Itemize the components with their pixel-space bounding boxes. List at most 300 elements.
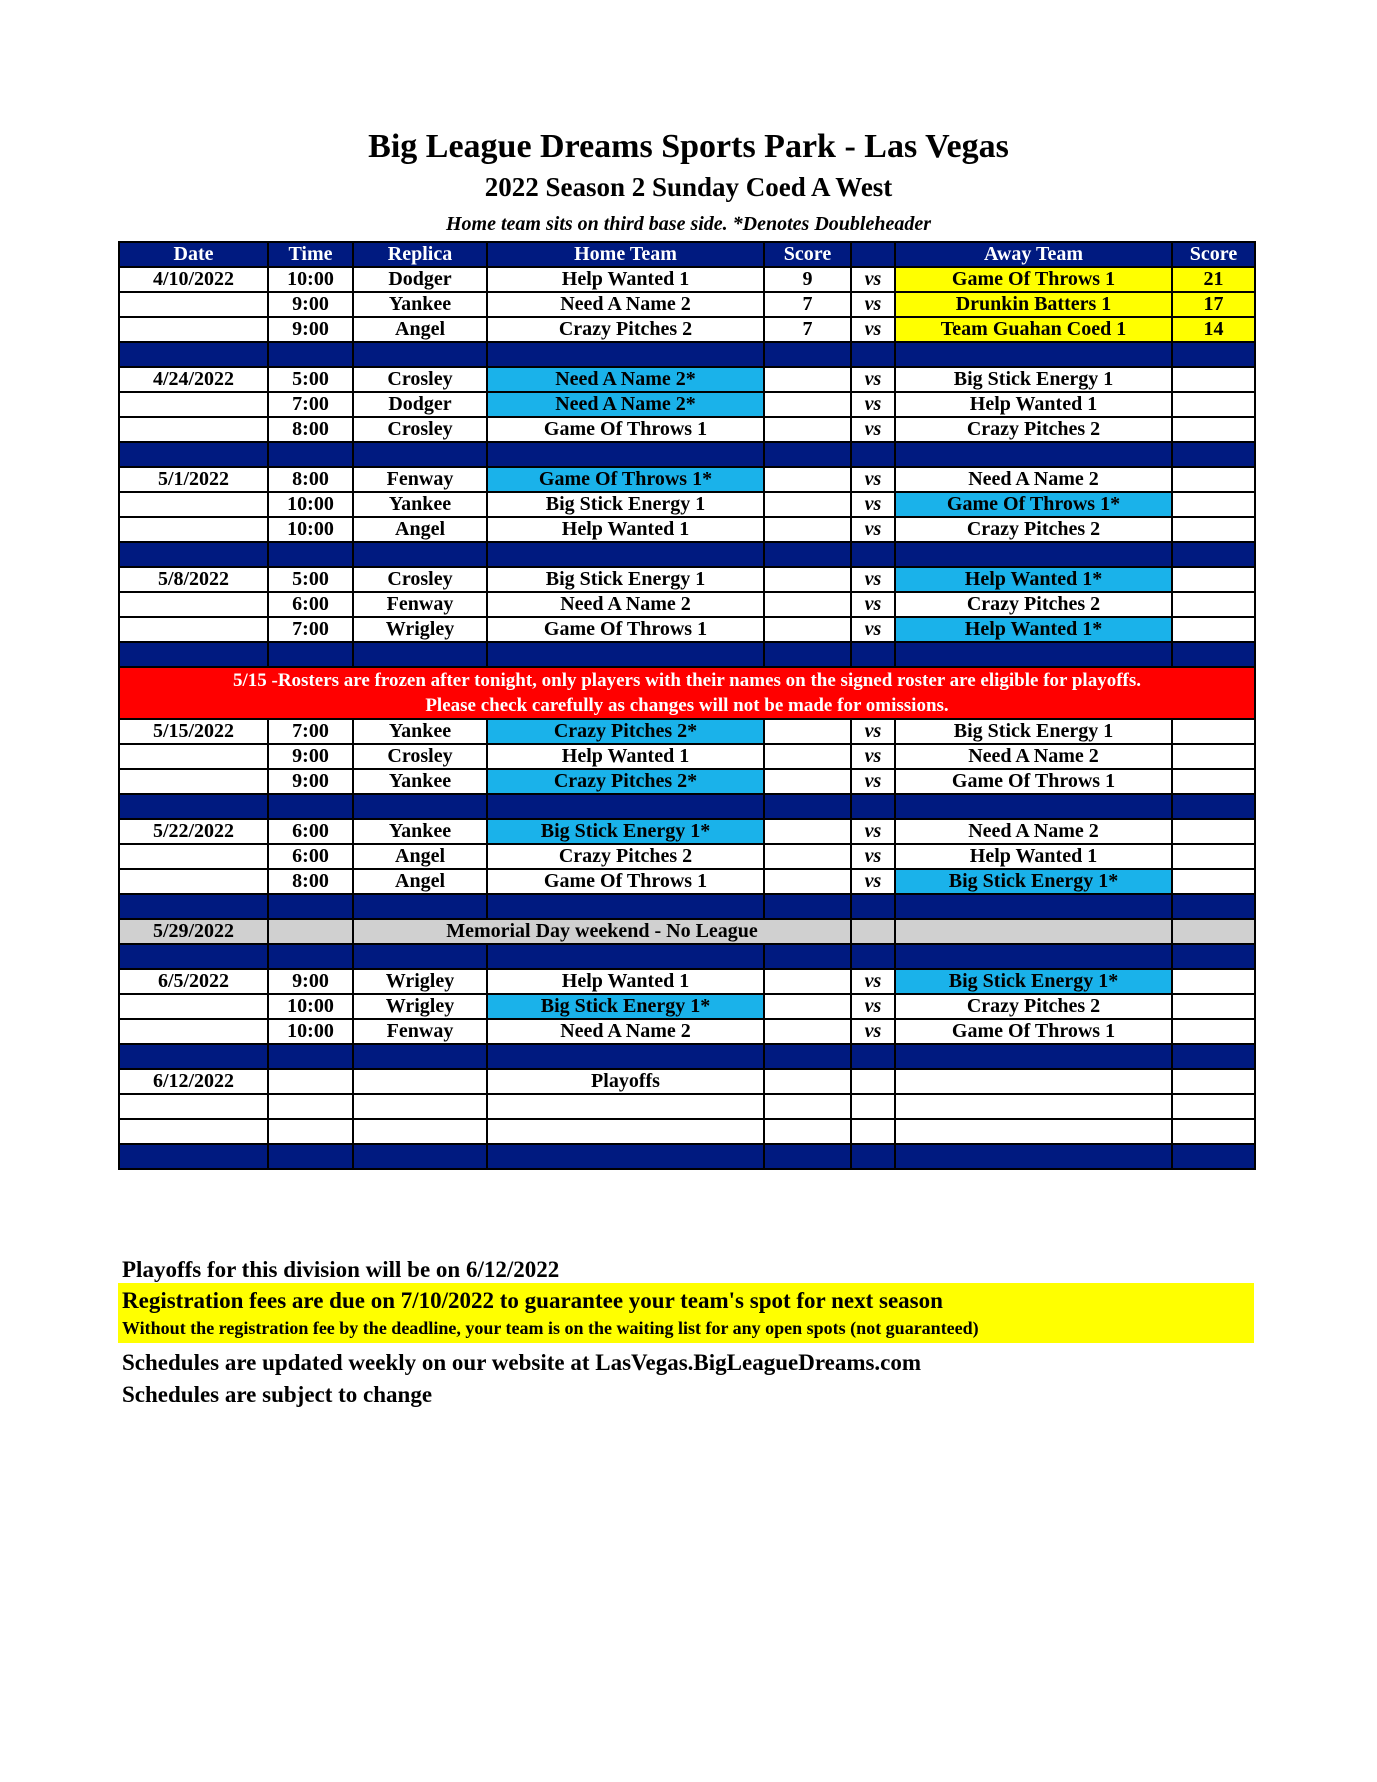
week-separator xyxy=(119,944,1255,969)
game-replica: Dodger xyxy=(353,267,487,292)
home-team: Need A Name 2* xyxy=(487,392,764,417)
game-time: 10:00 xyxy=(268,267,353,292)
separator-cell xyxy=(895,894,1172,919)
home-team: Need A Name 2 xyxy=(487,592,764,617)
empty-cell xyxy=(851,1069,895,1094)
home-score: 7 xyxy=(764,317,851,342)
game-replica: Angel xyxy=(353,844,487,869)
away-score xyxy=(1172,844,1255,869)
separator-cell xyxy=(119,1144,268,1169)
home-team: Crazy Pitches 2* xyxy=(487,719,764,744)
week-separator xyxy=(119,1144,1255,1169)
game-date: 5/22/2022 xyxy=(119,819,268,844)
away-team: Game Of Throws 1 xyxy=(895,769,1172,794)
empty-cell xyxy=(764,1094,851,1119)
empty-cell xyxy=(119,1094,268,1119)
separator-cell xyxy=(353,1044,487,1069)
separator-cell xyxy=(851,944,895,969)
away-score xyxy=(1172,367,1255,392)
vs-label: vs xyxy=(851,617,895,642)
separator-cell xyxy=(268,1044,353,1069)
home-score xyxy=(764,617,851,642)
game-replica: Angel xyxy=(353,317,487,342)
vs-label: vs xyxy=(851,467,895,492)
empty-cell xyxy=(851,1094,895,1119)
game-time: 9:00 xyxy=(268,744,353,769)
game-time: 5:00 xyxy=(268,567,353,592)
col-away-score: Score xyxy=(1172,242,1255,267)
separator-cell xyxy=(1172,1044,1255,1069)
empty-cell xyxy=(895,1069,1172,1094)
separator-cell xyxy=(268,642,353,667)
separator-cell xyxy=(268,542,353,567)
separator-cell xyxy=(487,894,764,919)
vs-label: vs xyxy=(851,492,895,517)
vs-label: vs xyxy=(851,1019,895,1044)
vs-label: vs xyxy=(851,567,895,592)
away-score xyxy=(1172,392,1255,417)
game-replica: Fenway xyxy=(353,1019,487,1044)
away-score xyxy=(1172,994,1255,1019)
vs-label: vs xyxy=(851,719,895,744)
separator-cell xyxy=(1172,642,1255,667)
separator-cell xyxy=(851,542,895,567)
empty-cell xyxy=(268,1119,353,1144)
separator-cell xyxy=(487,944,764,969)
playoffs-date: 6/12/2022 xyxy=(119,1069,268,1094)
away-score xyxy=(1172,592,1255,617)
empty-cell xyxy=(851,919,895,944)
game-time: 10:00 xyxy=(268,492,353,517)
game-replica: Yankee xyxy=(353,292,487,317)
home-team: Crazy Pitches 2 xyxy=(487,844,764,869)
game-date xyxy=(119,517,268,542)
separator-cell xyxy=(268,894,353,919)
separator-cell xyxy=(764,794,851,819)
game-date: 6/5/2022 xyxy=(119,969,268,994)
away-team: Crazy Pitches 2 xyxy=(895,994,1172,1019)
home-score xyxy=(764,819,851,844)
website-info: Schedules are updated weekly on our website at LasVegas.BigLeagueDreams.com xyxy=(122,1350,922,1375)
separator-cell xyxy=(268,342,353,367)
separator-cell xyxy=(353,542,487,567)
empty-cell xyxy=(764,1069,851,1094)
separator-cell xyxy=(119,342,268,367)
game-row xyxy=(119,819,1255,844)
away-team: Crazy Pitches 2 xyxy=(895,517,1172,542)
separator-cell xyxy=(1172,542,1255,567)
week-separator xyxy=(119,342,1255,367)
roster-notice-line-2: Please check carefully as changes will not be made for omissions. xyxy=(425,695,949,716)
away-team: Need A Name 2 xyxy=(895,819,1172,844)
change-info: Schedules are subject to change xyxy=(122,1382,433,1407)
separator-cell xyxy=(353,1144,487,1169)
game-row xyxy=(119,719,1255,744)
separator-cell xyxy=(764,642,851,667)
game-replica: Dodger xyxy=(353,392,487,417)
away-score xyxy=(1172,869,1255,894)
game-replica: Angel xyxy=(353,517,487,542)
game-row xyxy=(119,969,1255,994)
schedule-table xyxy=(118,241,1256,1170)
away-team: Crazy Pitches 2 xyxy=(895,592,1172,617)
separator-cell xyxy=(851,1144,895,1169)
game-time: 9:00 xyxy=(268,317,353,342)
vs-label: vs xyxy=(851,517,895,542)
vs-label: vs xyxy=(851,844,895,869)
game-row xyxy=(119,417,1255,442)
separator-cell xyxy=(895,1144,1172,1169)
home-score xyxy=(764,417,851,442)
game-row xyxy=(119,844,1255,869)
game-replica: Crosley xyxy=(353,367,487,392)
separator-cell xyxy=(1172,442,1255,467)
away-team: Team Guahan Coed 1 xyxy=(895,317,1172,342)
away-score xyxy=(1172,969,1255,994)
game-row xyxy=(119,492,1255,517)
home-team: Help Wanted 1 xyxy=(487,969,764,994)
empty-cell xyxy=(119,1119,268,1144)
game-time: 9:00 xyxy=(268,969,353,994)
game-row xyxy=(119,467,1255,492)
game-replica: Fenway xyxy=(353,467,487,492)
home-team: Help Wanted 1 xyxy=(487,744,764,769)
separator-cell xyxy=(764,1044,851,1069)
game-time: 8:00 xyxy=(268,467,353,492)
home-score: 9 xyxy=(764,267,851,292)
game-time: 9:00 xyxy=(268,769,353,794)
vs-label: vs xyxy=(851,292,895,317)
week-separator xyxy=(119,794,1255,819)
game-row xyxy=(119,769,1255,794)
home-team: Need A Name 2* xyxy=(487,367,764,392)
game-row xyxy=(119,617,1255,642)
game-replica: Crosley xyxy=(353,744,487,769)
game-date xyxy=(119,869,268,894)
game-row xyxy=(119,1019,1255,1044)
game-replica: Wrigley xyxy=(353,994,487,1019)
vs-label: vs xyxy=(851,769,895,794)
col-home-team: Home Team xyxy=(487,242,764,267)
empty-cell xyxy=(1172,1119,1255,1144)
separator-cell xyxy=(895,1044,1172,1069)
empty-cell xyxy=(1172,1069,1255,1094)
roster-notice xyxy=(119,667,1255,719)
away-team: Need A Name 2 xyxy=(895,744,1172,769)
home-team: Game Of Throws 1 xyxy=(487,869,764,894)
away-team: Help Wanted 1 xyxy=(895,844,1172,869)
vs-label: vs xyxy=(851,417,895,442)
game-date xyxy=(119,617,268,642)
home-score xyxy=(764,567,851,592)
col-replica: Replica xyxy=(353,242,487,267)
home-score xyxy=(764,969,851,994)
empty-cell xyxy=(353,1094,487,1119)
away-team: Big Stick Energy 1* xyxy=(895,869,1172,894)
separator-cell xyxy=(353,642,487,667)
vs-label: vs xyxy=(851,869,895,894)
home-score xyxy=(764,467,851,492)
home-team: Need A Name 2 xyxy=(487,1019,764,1044)
game-date xyxy=(119,492,268,517)
game-replica: Yankee xyxy=(353,719,487,744)
playoffs-row xyxy=(119,1069,1255,1094)
separator-cell xyxy=(353,944,487,969)
page-subtitle: 2022 Season 2 Sunday Coed A West xyxy=(484,172,893,202)
vs-label: vs xyxy=(851,744,895,769)
week-separator xyxy=(119,542,1255,567)
game-date xyxy=(119,844,268,869)
away-score xyxy=(1172,492,1255,517)
game-row xyxy=(119,567,1255,592)
home-team: Game Of Throws 1* xyxy=(487,467,764,492)
vs-label: vs xyxy=(851,969,895,994)
empty-cell xyxy=(895,919,1172,944)
home-score xyxy=(764,869,851,894)
home-team: Crazy Pitches 2* xyxy=(487,769,764,794)
game-time: 7:00 xyxy=(268,617,353,642)
game-date xyxy=(119,1019,268,1044)
game-time: 6:00 xyxy=(268,819,353,844)
schedule-note: Home team sits on third base side. *Denotes Doubleheader xyxy=(446,213,931,235)
playoffs-label: Playoffs xyxy=(487,1069,764,1094)
home-score xyxy=(764,367,851,392)
week-separator xyxy=(119,894,1255,919)
game-date xyxy=(119,317,268,342)
separator-cell xyxy=(764,944,851,969)
separator-cell xyxy=(764,442,851,467)
empty-cell xyxy=(851,1119,895,1144)
game-replica: Fenway xyxy=(353,592,487,617)
col-time: Time xyxy=(268,242,353,267)
vs-label: vs xyxy=(851,367,895,392)
away-team: Help Wanted 1 xyxy=(895,392,1172,417)
separator-cell xyxy=(487,642,764,667)
separator-cell xyxy=(851,794,895,819)
separator-cell xyxy=(895,542,1172,567)
home-team: Help Wanted 1 xyxy=(487,517,764,542)
separator-cell xyxy=(895,342,1172,367)
game-row xyxy=(119,869,1255,894)
empty-cell xyxy=(895,1119,1172,1144)
col-home-score: Score xyxy=(764,242,851,267)
empty-cell xyxy=(764,1119,851,1144)
separator-cell xyxy=(1172,944,1255,969)
empty-cell xyxy=(268,1094,353,1119)
game-date: 5/1/2022 xyxy=(119,467,268,492)
game-row xyxy=(119,744,1255,769)
game-replica: Wrigley xyxy=(353,969,487,994)
separator-cell xyxy=(487,794,764,819)
game-time: 6:00 xyxy=(268,844,353,869)
col-away-team: Away Team xyxy=(895,242,1172,267)
home-score xyxy=(764,492,851,517)
away-team: Big Stick Energy 1* xyxy=(895,969,1172,994)
separator-cell xyxy=(119,794,268,819)
game-date xyxy=(119,292,268,317)
vs-label: vs xyxy=(851,392,895,417)
game-time: 7:00 xyxy=(268,719,353,744)
away-score: 14 xyxy=(1172,317,1255,342)
separator-cell xyxy=(851,442,895,467)
empty-cell xyxy=(268,919,353,944)
home-team: Help Wanted 1 xyxy=(487,267,764,292)
roster-notice-row xyxy=(119,667,1255,719)
game-replica: Angel xyxy=(353,869,487,894)
game-replica: Yankee xyxy=(353,819,487,844)
separator-cell xyxy=(895,642,1172,667)
home-score xyxy=(764,994,851,1019)
game-replica: Yankee xyxy=(353,769,487,794)
empty-cell xyxy=(895,1094,1172,1119)
memorial-date: 5/29/2022 xyxy=(119,919,268,944)
empty-cell xyxy=(353,1119,487,1144)
game-date xyxy=(119,994,268,1019)
away-score xyxy=(1172,1019,1255,1044)
separator-cell xyxy=(119,894,268,919)
game-time: 5:00 xyxy=(268,367,353,392)
empty-cell xyxy=(487,1119,764,1144)
week-separator xyxy=(119,1044,1255,1069)
game-date: 5/15/2022 xyxy=(119,719,268,744)
away-score xyxy=(1172,617,1255,642)
separator-cell xyxy=(268,794,353,819)
separator-cell xyxy=(268,442,353,467)
game-time: 8:00 xyxy=(268,417,353,442)
game-date xyxy=(119,417,268,442)
away-team: Help Wanted 1* xyxy=(895,617,1172,642)
home-score xyxy=(764,392,851,417)
away-team: Drunkin Batters 1 xyxy=(895,292,1172,317)
away-team: Game Of Throws 1 xyxy=(895,1019,1172,1044)
empty-cell xyxy=(1172,919,1255,944)
game-row xyxy=(119,994,1255,1019)
game-time: 10:00 xyxy=(268,517,353,542)
separator-cell xyxy=(119,944,268,969)
memorial-text: Memorial Day weekend - No League xyxy=(353,919,851,944)
col-vs xyxy=(851,242,895,267)
home-team: Game Of Throws 1 xyxy=(487,417,764,442)
header-row xyxy=(119,242,1255,267)
away-team: Game Of Throws 1 xyxy=(895,267,1172,292)
empty-row xyxy=(119,1094,1255,1119)
home-score xyxy=(764,769,851,794)
home-score: 7 xyxy=(764,292,851,317)
game-date: 5/8/2022 xyxy=(119,567,268,592)
away-team: Need A Name 2 xyxy=(895,467,1172,492)
separator-cell xyxy=(119,542,268,567)
away-score xyxy=(1172,417,1255,442)
game-time: 7:00 xyxy=(268,392,353,417)
empty-cell xyxy=(353,1069,487,1094)
game-row xyxy=(119,367,1255,392)
registration-subinfo: Without the registration fee by the deadline, your team is on the waiting list for any open spots (not guaranteed) xyxy=(122,1318,979,1338)
home-team: Big Stick Energy 1* xyxy=(487,819,764,844)
away-score xyxy=(1172,719,1255,744)
game-replica: Yankee xyxy=(353,492,487,517)
game-replica: Wrigley xyxy=(353,617,487,642)
home-team: Crazy Pitches 2 xyxy=(487,317,764,342)
memorial-day-row xyxy=(119,919,1255,944)
game-date xyxy=(119,769,268,794)
vs-label: vs xyxy=(851,819,895,844)
game-row xyxy=(119,267,1255,292)
separator-cell xyxy=(353,442,487,467)
separator-cell xyxy=(764,542,851,567)
separator-cell xyxy=(851,642,895,667)
separator-cell xyxy=(268,944,353,969)
separator-cell xyxy=(353,894,487,919)
home-team: Game Of Throws 1 xyxy=(487,617,764,642)
separator-cell xyxy=(487,442,764,467)
home-team: Big Stick Energy 1 xyxy=(487,492,764,517)
vs-label: vs xyxy=(851,267,895,292)
away-score: 17 xyxy=(1172,292,1255,317)
home-team: Big Stick Energy 1* xyxy=(487,994,764,1019)
home-score xyxy=(764,517,851,542)
game-row xyxy=(119,292,1255,317)
away-score xyxy=(1172,744,1255,769)
separator-cell xyxy=(895,944,1172,969)
separator-cell xyxy=(764,1144,851,1169)
separator-cell xyxy=(1172,1144,1255,1169)
away-score xyxy=(1172,467,1255,492)
away-team: Help Wanted 1* xyxy=(895,567,1172,592)
separator-cell xyxy=(487,342,764,367)
away-team: Crazy Pitches 2 xyxy=(895,417,1172,442)
game-time: 8:00 xyxy=(268,869,353,894)
away-team: Big Stick Energy 1 xyxy=(895,719,1172,744)
away-score xyxy=(1172,819,1255,844)
home-score xyxy=(764,719,851,744)
away-score: 21 xyxy=(1172,267,1255,292)
home-score xyxy=(764,744,851,769)
game-row xyxy=(119,317,1255,342)
playoffs-info: Playoffs for this division will be on 6/12/2022 xyxy=(122,1257,560,1282)
separator-cell xyxy=(1172,894,1255,919)
separator-cell xyxy=(353,794,487,819)
separator-cell xyxy=(487,1044,764,1069)
week-separator xyxy=(119,442,1255,467)
game-date xyxy=(119,744,268,769)
page-title: Big League Dreams Sports Park - Las Vegas xyxy=(368,128,1009,165)
game-date: 4/24/2022 xyxy=(119,367,268,392)
separator-cell xyxy=(268,1144,353,1169)
game-row xyxy=(119,592,1255,617)
home-score xyxy=(764,844,851,869)
separator-cell xyxy=(487,1144,764,1169)
game-time: 6:00 xyxy=(268,592,353,617)
home-score xyxy=(764,592,851,617)
separator-cell xyxy=(764,342,851,367)
away-team: Big Stick Energy 1 xyxy=(895,367,1172,392)
separator-cell xyxy=(895,442,1172,467)
away-team: Game Of Throws 1* xyxy=(895,492,1172,517)
registration-info: Registration fees are due on 7/10/2022 to guarantee your team's spot for next season xyxy=(122,1288,943,1313)
vs-label: vs xyxy=(851,592,895,617)
away-score xyxy=(1172,769,1255,794)
game-row xyxy=(119,517,1255,542)
empty-cell xyxy=(268,1069,353,1094)
game-replica: Crosley xyxy=(353,417,487,442)
away-score xyxy=(1172,567,1255,592)
separator-cell xyxy=(764,894,851,919)
vs-label: vs xyxy=(851,994,895,1019)
away-score xyxy=(1172,517,1255,542)
empty-cell xyxy=(487,1094,764,1119)
separator-cell xyxy=(119,442,268,467)
separator-cell xyxy=(1172,794,1255,819)
